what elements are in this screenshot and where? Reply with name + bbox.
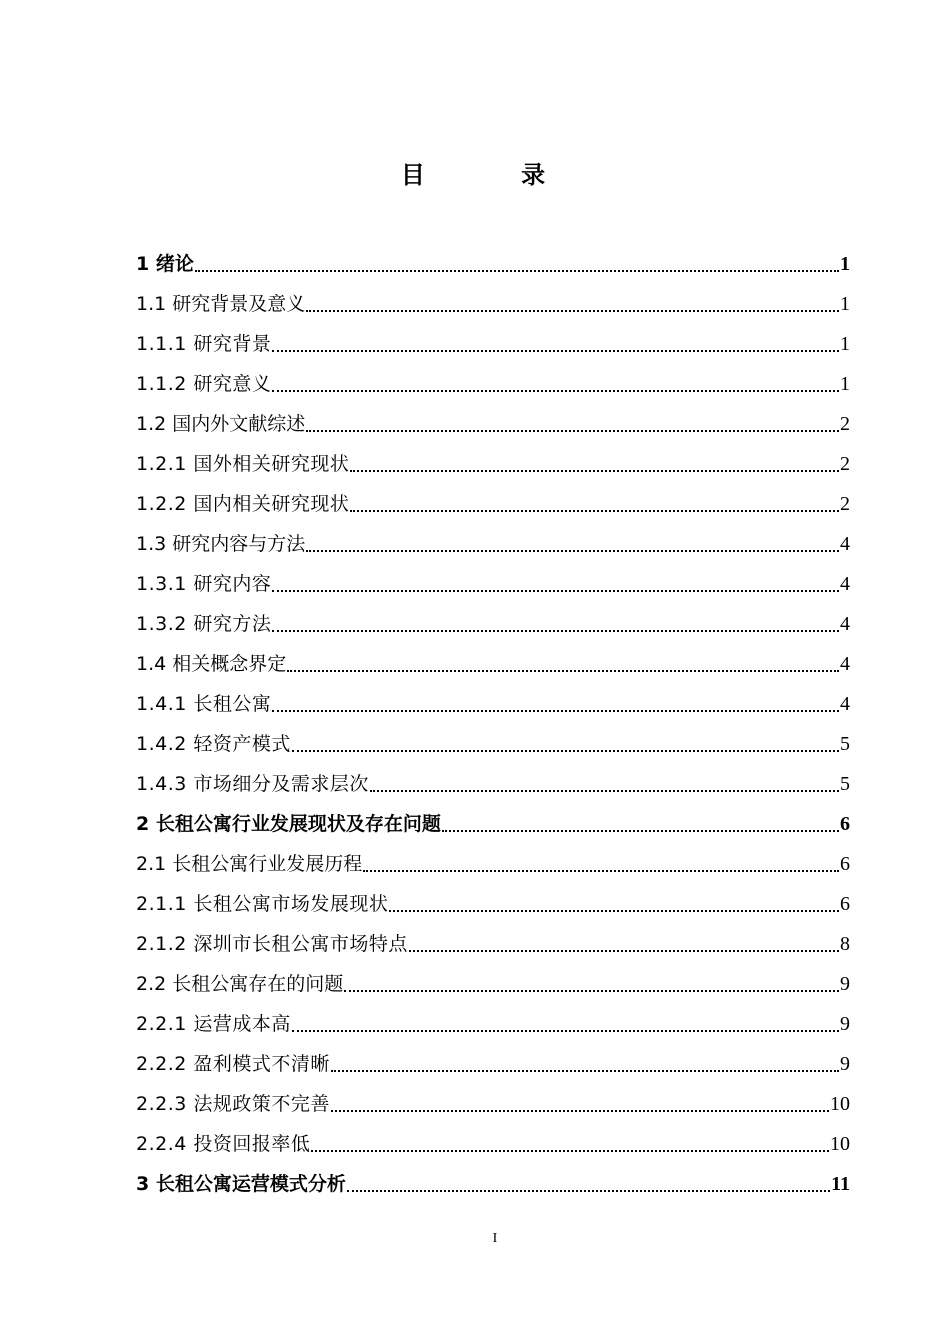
toc-entry-title: 1.3 研究内容与方法: [136, 533, 306, 555]
toc-entry[interactable]: [136, 440, 850, 480]
toc-entry[interactable]: [136, 640, 850, 680]
toc-entry[interactable]: [136, 920, 850, 960]
toc-entry-page: 9: [840, 973, 850, 995]
toc-entry-title: 2.2 长租公寓存在的问题: [136, 973, 344, 995]
toc-entry-title: 1.2.1 国外相关研究现状: [136, 453, 350, 475]
toc-entry[interactable]: [136, 880, 850, 920]
toc-entry-title: 1.3.1 研究内容: [136, 573, 272, 595]
page-title: 目 录: [400, 161, 590, 189]
toc-entry-page: 5: [840, 733, 850, 755]
toc-entry[interactable]: [136, 360, 850, 400]
toc-leader: [331, 1109, 829, 1112]
toc-leader: [344, 989, 839, 992]
toc-entry[interactable]: [136, 760, 850, 800]
toc-entry[interactable]: [136, 1160, 850, 1200]
toc-entry-title: 1.4.1 长租公寓: [136, 693, 272, 715]
toc-entry-title: 2.1 长租公寓行业发展历程: [136, 853, 363, 875]
toc-entry-title: 2.2.3 法规政策不完善: [136, 1093, 330, 1115]
toc-entry[interactable]: [136, 1040, 850, 1080]
toc-entry[interactable]: [136, 1080, 850, 1120]
toc-entry-page: 1: [840, 253, 850, 275]
toc-leader: [442, 829, 839, 832]
toc-entry-page: 1: [840, 293, 850, 315]
toc-entry-title: 3 长租公寓运营模式分析: [136, 1173, 346, 1195]
toc-entry[interactable]: [136, 320, 850, 360]
toc-entry-title: 1 绪论: [136, 253, 194, 275]
toc-entry[interactable]: [136, 1000, 850, 1040]
toc-entry-page: 4: [840, 693, 850, 715]
toc-leader: [370, 789, 839, 792]
toc-entry-title: 2.2.4 投资回报率低: [136, 1133, 311, 1155]
toc-leader: [311, 1149, 829, 1152]
toc-entry[interactable]: [136, 520, 850, 560]
toc-leader: [272, 709, 839, 712]
toc-entry-title: 2.1.2 深圳市长租公寓市场特点: [136, 933, 408, 955]
toc-leader: [350, 509, 839, 512]
toc-entry-title: 1.3.2 研究方法: [136, 613, 272, 635]
toc-entry[interactable]: [136, 480, 850, 520]
toc-leader: [287, 669, 839, 672]
toc-entry[interactable]: [136, 280, 850, 320]
toc-leader: [389, 909, 839, 912]
toc-entry[interactable]: [136, 400, 850, 440]
toc-leader: [195, 269, 839, 272]
toc-entry-title: 1.2.2 国内相关研究现状: [136, 493, 350, 515]
toc-entry-page: 6: [840, 813, 850, 835]
toc-entry[interactable]: [136, 680, 850, 720]
toc-entry-page: 1: [840, 333, 850, 355]
toc-entry-page: 11: [831, 1173, 850, 1195]
toc-entry-page: 8: [840, 933, 850, 955]
toc-entry-page: 4: [840, 613, 850, 635]
toc-leader: [409, 949, 839, 952]
toc-entry[interactable]: [136, 240, 850, 280]
toc-entry-page: 4: [840, 653, 850, 675]
toc-entry-title: 2 长租公寓行业发展现状及存在问题: [136, 813, 441, 835]
toc-leader: [272, 629, 839, 632]
toc-entry-page: 1: [840, 373, 850, 395]
toc-entry-title: 1.4 相关概念界定: [136, 653, 287, 675]
table-of-contents: [136, 240, 850, 1200]
toc-entry-title: 2.2.1 运营成本高: [136, 1013, 291, 1035]
toc-leader: [272, 589, 839, 592]
toc-entry-page: 10: [830, 1093, 850, 1115]
toc-leader: [306, 429, 839, 432]
toc-entry-title: 1.1 研究背景及意义: [136, 293, 306, 315]
toc-entry[interactable]: [136, 960, 850, 1000]
toc-entry-page: 2: [840, 453, 850, 475]
toc-entry-page: 2: [840, 493, 850, 515]
toc-leader: [272, 389, 839, 392]
toc-leader: [292, 1029, 839, 1032]
toc-entry-page: 4: [840, 573, 850, 595]
toc-leader: [292, 749, 839, 752]
toc-entry-title: 1.4.2 轻资产模式: [136, 733, 291, 755]
toc-leader: [306, 309, 839, 312]
toc-entry-title: 1.4.3 市场细分及需求层次: [136, 773, 369, 795]
toc-entry-page: 6: [840, 853, 850, 875]
toc-entry[interactable]: [136, 840, 850, 880]
toc-entry-title: 1.2 国内外文献综述: [136, 413, 306, 435]
toc-leader: [350, 469, 839, 472]
toc-entry-page: 4: [840, 533, 850, 555]
toc-entry-page: 10: [830, 1133, 850, 1155]
toc-entry-title: 2.2.2 盈利模式不清晰: [136, 1053, 330, 1075]
toc-entry[interactable]: [136, 800, 850, 840]
toc-entry-page: 6: [840, 893, 850, 915]
toc-leader: [347, 1189, 830, 1192]
toc-entry-page: 2: [840, 413, 850, 435]
toc-leader: [306, 549, 839, 552]
toc-entry[interactable]: [136, 600, 850, 640]
toc-entry[interactable]: [136, 1120, 850, 1160]
toc-leader: [363, 869, 839, 872]
toc-entry[interactable]: [136, 720, 850, 760]
toc-entry-title: 1.1.1 研究背景: [136, 333, 272, 355]
toc-entry-page: 9: [840, 1013, 850, 1035]
toc-entry-title: 2.1.1 长租公寓市场发展现状: [136, 893, 389, 915]
footer-page-number: I: [492, 1231, 498, 1246]
toc-leader: [331, 1069, 839, 1072]
toc-entry[interactable]: [136, 560, 850, 600]
toc-entry-page: 9: [840, 1053, 850, 1075]
toc-leader: [272, 349, 839, 352]
toc-entry-page: 5: [840, 773, 850, 795]
toc-entry-title: 1.1.2 研究意义: [136, 373, 272, 395]
